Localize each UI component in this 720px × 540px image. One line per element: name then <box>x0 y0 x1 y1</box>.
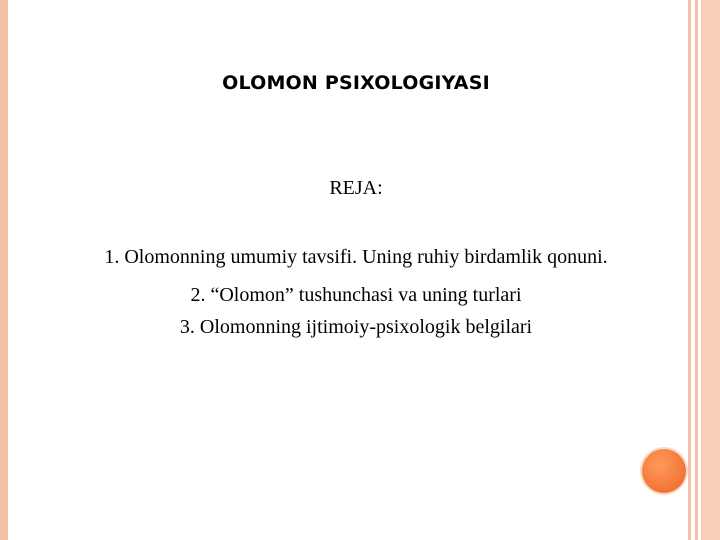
plan-item-1: 1. Olomonning umumiy tavsifi. Uning ruhiy birdamlik qonuni. <box>104 246 608 268</box>
plan-item-3: 3. Olomonning ijtimoiy-psixologik belgilari <box>179 316 533 338</box>
plan-item-2: 2. “Olomon” tushunchasi va uning turlari <box>190 284 522 306</box>
slide-title: OLOMON PSIXOLOGIYASI <box>222 72 490 94</box>
plan-heading: REJA: <box>329 177 383 199</box>
decorative-circle <box>642 449 686 493</box>
